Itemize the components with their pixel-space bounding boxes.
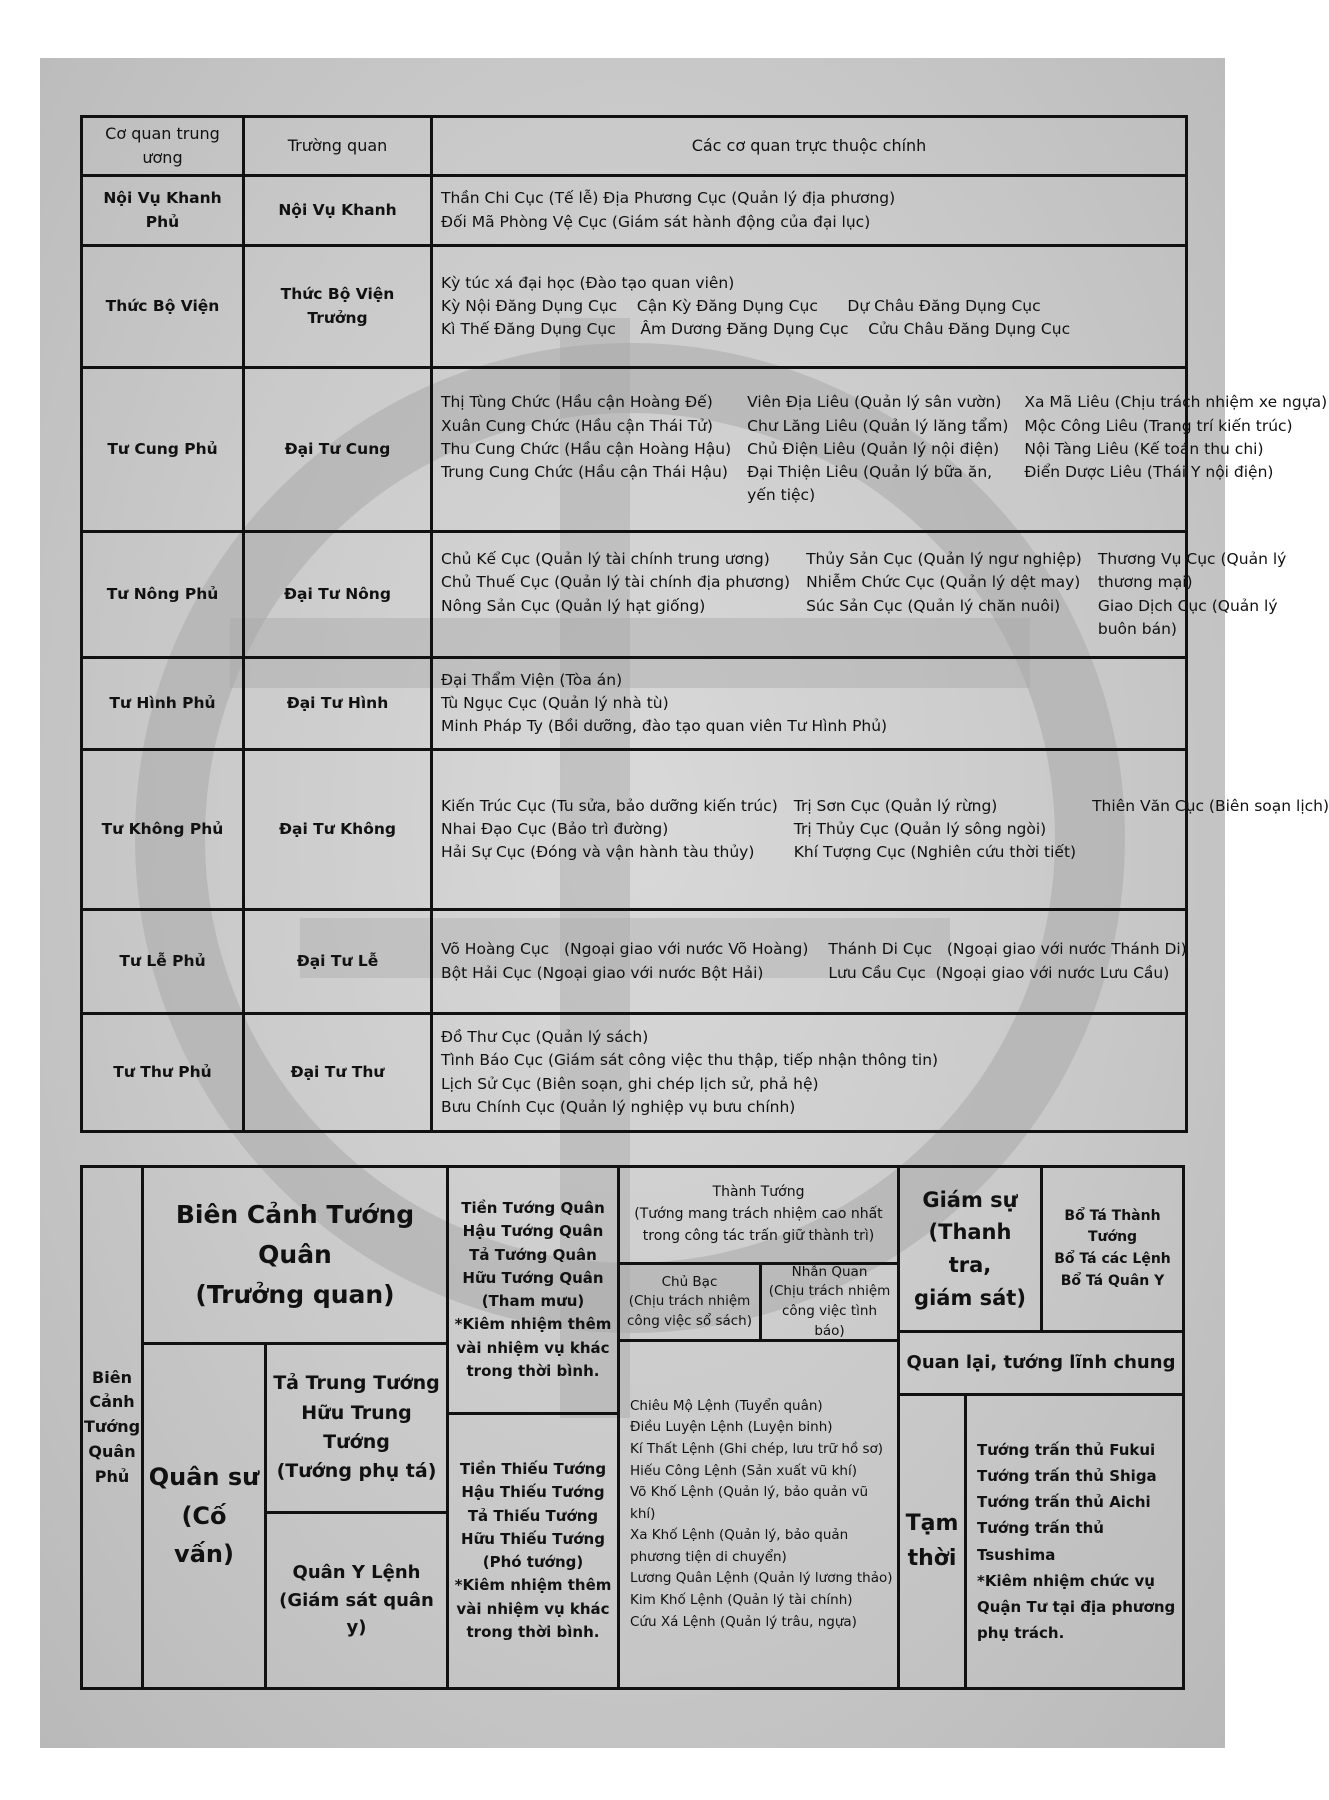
vice-generals-line: (Phó tướng): [482, 1553, 584, 1571]
unit-line: Đối Mã Phòng Vệ Cục (Giám sát hành động của đại lục): [441, 212, 871, 231]
org-head: Đại Tư Nông: [244, 532, 432, 658]
vice-generals-box: [446, 1412, 620, 1690]
unit-line: Thu Cung Chức (Hầu cận Hoàng Hậu): [441, 439, 732, 458]
vice-generals-line: vài nhiệm vụ khác: [456, 1599, 610, 1618]
unit-line: Thiên Văn Cục (Biên soạn lịch): [1092, 796, 1329, 815]
unit-line: Lịch Sử Cục (Biên soạn, ghi chép lịch sử, phả hệ): [441, 1074, 819, 1093]
unit-line: Kỳ Nội Đăng Dụng Cục Cận Kỳ Đăng Dụng Cục Dự Châu Đăng Dụng Cục: [441, 296, 1041, 315]
guard-line: Quận Tư tại địa phương: [977, 1598, 1176, 1616]
generals-box: [446, 1165, 620, 1415]
nhan-quan-line: (Chịu trách nhiệm: [768, 1283, 891, 1300]
table-row: [82, 176, 1187, 246]
side-label-line: Quân: [88, 1441, 136, 1461]
unit-line: Kỳ túc xá đại học (Đào tạo quan viên): [441, 273, 735, 292]
org-units: [432, 176, 1187, 246]
table-row: [82, 910, 1187, 1014]
org-units: [432, 368, 1328, 532]
orders-box: [617, 1339, 900, 1690]
unit-line: Điển Dược Liêu (Thái Y nội điện): [1024, 463, 1274, 482]
unit-line: Giao Dịch Cục (Quản lý: [1097, 596, 1278, 615]
nhan-quan-box: [759, 1262, 900, 1342]
assistant-line: Bổ Tá Quân Y: [1060, 1272, 1165, 1289]
middle-generals-box: [264, 1342, 449, 1514]
org-head: Đại Tư Không: [244, 750, 432, 910]
column-header: Trường quan: [244, 117, 432, 176]
advisor-line: (Cố vấn): [174, 1501, 234, 1569]
unit-line: Mộc Công Liêu (Trang trí kiến trúc): [1024, 416, 1293, 435]
org-head: Đại Tư Hình: [244, 658, 432, 750]
vice-generals-line: Hậu Thiếu Tướng: [461, 1483, 605, 1502]
vice-generals-line: Hữu Thiếu Tướng: [461, 1529, 605, 1548]
unit-line: Thủy Sản Cục (Quản lý ngư nghiệp): [806, 550, 1082, 568]
generals-line: Hậu Tướng Quân: [462, 1222, 604, 1241]
table-row: [82, 246, 1187, 368]
middle-generals-line: Tả Trung Tướng: [273, 1372, 440, 1395]
org-name: Tư Nông Phủ: [82, 532, 244, 658]
org-units: [432, 1014, 1187, 1132]
generals-line: Hữu Tướng Quân: [462, 1268, 604, 1287]
table-row: [82, 658, 1187, 750]
inspector-box: [897, 1165, 1043, 1333]
order-line: phương tiện di chuyển): [630, 1548, 787, 1565]
table-row: [82, 1014, 1187, 1132]
vice-generals-line: Tiền Thiếu Tướng: [459, 1460, 607, 1478]
assistants-box: [1040, 1165, 1185, 1333]
order-line: Võ Khố Lệnh (Quản lý, bảo quản vũ khí): [630, 1484, 869, 1522]
unit-line: Thị Tùng Chức (Hầu cận Hoàng Đế): [441, 393, 713, 412]
org-head: Đại Tư Thư: [244, 1014, 432, 1132]
unit-line: Lưu Cầu Cục (Ngoại giao với nước Lưu Cầu): [828, 963, 1170, 982]
guards-box: [964, 1393, 1185, 1690]
middle-generals-line: Hữu Trung Tướng: [301, 1401, 412, 1453]
org-units: [432, 658, 1187, 750]
order-line: Lương Quân Lệnh (Quản lý lương thảo): [630, 1570, 893, 1587]
unit-line: Đại Thẩm Viện (Tòa án): [441, 670, 623, 689]
side-label-line: Cảnh: [89, 1392, 135, 1412]
inspector-line: Giám sự: [922, 1187, 1018, 1212]
unit-line: Bưu Chính Cục (Quản lý nghiệp vụ bưu chính): [441, 1097, 796, 1116]
generals-line: vài nhiệm vụ khác: [456, 1338, 610, 1357]
order-line: Chiêu Mộ Lệnh (Tuyển quân): [630, 1397, 823, 1414]
unit-line: Nhai Đạo Cục (Bảo trì đường): [441, 819, 669, 838]
inspector-line: giám sát): [914, 1285, 1026, 1310]
unit-line: Chủ Thuế Cục (Quản lý tài chính địa phương): [441, 573, 791, 592]
guard-line: *Kiêm nhiệm chức vụ: [977, 1571, 1155, 1590]
castle-line: trong công tác trấn giữ thành trì): [642, 1227, 875, 1244]
unit-line: Tù Ngục Cục (Quản lý nhà tù): [441, 693, 669, 712]
unit-line: Trung Cung Chức (Hầu cận Thái Hậu): [441, 463, 728, 482]
unit-line: Súc Sản Cục (Quản lý chăn nuôi): [806, 596, 1061, 615]
unit-line: Đồ Thư Cục (Quản lý sách): [441, 1028, 649, 1046]
vice-generals-line: trong thời bình.: [466, 1622, 600, 1641]
unit-line: Tình Báo Cục (Giám sát công việc thu thập, tiếp nhận thông tin): [441, 1051, 939, 1070]
org-name: Tư Thư Phủ: [82, 1014, 244, 1132]
unit-line: Thương Vụ Cục (Quản lý: [1097, 550, 1287, 568]
org-units: [432, 532, 1287, 658]
middle-generals-line: (Tướng phụ tá): [276, 1460, 437, 1483]
generals-line: Tả Tướng Quân: [469, 1245, 597, 1264]
nhan-quan-line: Nhẫn Quan: [791, 1263, 868, 1280]
unit-line: Thánh Di Cục (Ngoại giao với nước Thánh Di): [828, 940, 1187, 959]
column-header: Cơ quan trung ương: [82, 117, 244, 176]
castle-general-box: [617, 1165, 900, 1265]
table-row: [82, 532, 1187, 658]
temporary-line: Tạm: [905, 1511, 959, 1537]
org-head: Nội Vụ Khanh: [244, 176, 432, 246]
medic-line: Quân Y Lệnh: [292, 1561, 421, 1583]
generals-line: (Tham mưu): [481, 1292, 585, 1310]
unit-line: Kiến Trúc Cục (Tu sửa, bảo dưỡng kiến trúc): [441, 796, 778, 815]
org-head: Đại Tư Cung: [244, 368, 432, 532]
unit-line: Nội Tàng Liêu (Kế toán thu chi): [1024, 439, 1264, 458]
guard-line: Tướng trấn thủ Aichi: [977, 1493, 1151, 1511]
table-header-row: [82, 117, 1187, 176]
unit-line: Trị Thủy Cục (Quản lý sông ngòi): [793, 819, 1047, 838]
table-row: [82, 750, 1187, 910]
commander-line: Biên Cảnh Tướng Quân: [175, 1200, 415, 1269]
chu-bac-line: công việc sổ sách): [627, 1312, 752, 1329]
unit-line: Chủ Điện Liêu (Quản lý nội điện): [747, 439, 1000, 458]
chu-bac-line: (Chịu trách nhiệm: [628, 1293, 751, 1310]
unit-line: Trị Sơn Cục (Quản lý rừng): [793, 796, 998, 815]
guard-line: Tướng trấn thủ Fukui: [977, 1440, 1156, 1459]
side-label-line: Phủ: [94, 1466, 130, 1486]
org-name: Nội Vụ Khanh Phủ: [82, 176, 244, 246]
unit-line: thương mại): [1097, 573, 1193, 592]
vice-generals-line: *Kiêm nhiệm thêm: [454, 1576, 612, 1595]
castle-line: Thành Tướng: [712, 1184, 805, 1201]
unit-line: Kì Thế Đăng Dụng Cục Âm Dương Đăng Dụng Cục Cửu Châu Đăng Dụng Cục: [441, 320, 1071, 339]
unit-line: Nhiễm Chức Cục (Quản lý dệt may): [806, 573, 1081, 592]
unit-line: Xuân Cung Chức (Hầu cận Thái Tử): [441, 416, 713, 435]
vice-generals-line: Tả Thiếu Tướng: [467, 1506, 599, 1525]
medic-line: (Giám sát quân y): [279, 1589, 434, 1639]
temporary-line: thời: [907, 1545, 957, 1571]
assistant-line: Bổ Tá Thành Tướng: [1064, 1207, 1161, 1246]
org-units: [432, 910, 1187, 1014]
org-name: Tư Lễ Phủ: [82, 910, 244, 1014]
side-label: [80, 1165, 144, 1690]
org-head: Đại Tư Lễ: [244, 910, 432, 1014]
column-header: Các cơ quan trực thuộc chính: [432, 117, 1187, 176]
org-head: Thức Bộ Viện Trưởng: [244, 246, 432, 368]
order-line: Hiếu Công Lệnh (Sản xuất vũ khí): [630, 1462, 857, 1479]
unit-line: Viên Địa Liêu (Quản lý sân vườn): [747, 393, 1002, 412]
officials-line: Quan lại, tướng lĩnh chung: [906, 1352, 1176, 1374]
order-line: Điều Luyện Lệnh (Luyện binh): [630, 1419, 833, 1436]
side-label-line: Tướng: [83, 1417, 141, 1437]
side-label-line: Biên: [92, 1367, 132, 1387]
generals-line: *Kiêm nhiệm thêm: [454, 1315, 612, 1334]
order-line: Kí Thất Lệnh (Ghi chép, lưu trữ hồ sơ): [630, 1440, 884, 1457]
guard-line: Tướng trấn thủ Shiga: [977, 1466, 1157, 1485]
guard-line: Tướng trấn thủ Tsushima: [977, 1519, 1104, 1564]
temporary-box: [897, 1393, 967, 1690]
order-line: Kim Khố Lệnh (Quản lý tài chính): [630, 1592, 853, 1609]
table-row: [82, 368, 1187, 532]
generals-line: trong thời bình.: [466, 1361, 600, 1380]
unit-line: Chủ Kế Cục (Quản lý tài chính trung ương): [441, 550, 770, 568]
chu-bac-line: Chủ Bạc: [661, 1273, 718, 1290]
assistant-line: Bổ Tá các Lệnh: [1054, 1251, 1171, 1267]
chu-bac-box: [617, 1262, 762, 1342]
unit-line: Bột Hải Cục (Ngoại giao với nước Bột Hải): [441, 963, 764, 982]
advisor-box: [141, 1342, 267, 1690]
commander-box: [141, 1165, 449, 1345]
org-name: Tư Cung Phủ: [82, 368, 244, 532]
unit-line: Hải Sự Cục (Đóng và vận hành tàu thủy): [441, 843, 755, 862]
org-name: Thức Bộ Viện: [82, 246, 244, 368]
unit-line: buôn bán): [1097, 619, 1177, 638]
org-name: Tư Hình Phủ: [82, 658, 244, 750]
organization-table: [80, 115, 1329, 1133]
medic-box: [264, 1511, 449, 1690]
unit-line: Võ Hoàng Cục (Ngoại giao với nước Võ Hoàng): [441, 940, 809, 959]
officials-box: [897, 1330, 1185, 1396]
castle-line: (Tướng mang trách nhiệm cao nhất: [634, 1206, 883, 1223]
unit-line: Minh Pháp Ty (Bồi dưỡng, đào tạo quan viên Tư Hình Phủ): [441, 717, 888, 736]
order-line: Cứu Xá Lệnh (Quản lý trâu, ngựa): [630, 1613, 857, 1630]
unit-line: Chư Lăng Liêu (Quản lý lăng tẩm): [747, 416, 1009, 435]
unit-line: yến tiệc): [747, 486, 816, 505]
nhan-quan-line: công việc tình báo): [781, 1303, 877, 1339]
unit-line: Khí Tượng Cục (Nghiên cứu thời tiết): [793, 843, 1077, 862]
unit-line: Nông Sản Cục (Quản lý hạt giống): [441, 596, 706, 615]
commander-line: (Trưởng quan): [195, 1280, 395, 1309]
generals-line: Tiền Tướng Quân: [461, 1199, 605, 1217]
unit-line: Đại Thiện Liêu (Quản lý bữa ăn,: [747, 463, 993, 482]
inspector-line: (Thanh tra,: [928, 1220, 1012, 1277]
org-units: [432, 750, 1329, 910]
unit-line: Thần Chi Cục (Tế lễ) Địa Phương Cục (Quản lý địa phương): [441, 189, 896, 208]
org-name: Tư Không Phủ: [82, 750, 244, 910]
unit-line: Xa Mã Liêu (Chịu trách nhiệm xe ngựa): [1024, 393, 1328, 412]
advisor-line: Quân sư: [148, 1463, 260, 1492]
guard-line: phụ trách.: [977, 1624, 1065, 1643]
order-line: Xa Khố Lệnh (Quản lý, bảo quản: [630, 1527, 849, 1544]
org-units: [432, 246, 1187, 368]
